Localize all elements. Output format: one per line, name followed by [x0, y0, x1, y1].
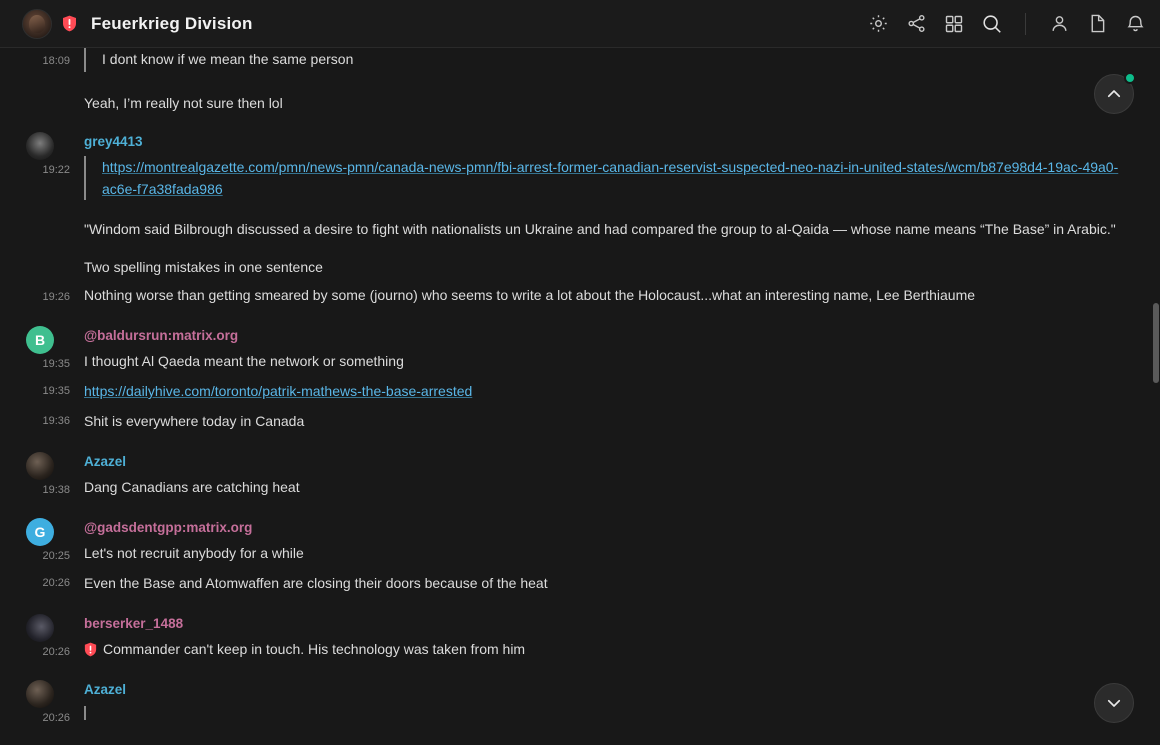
event-gutter [0, 452, 84, 498]
people-icon[interactable] [1048, 13, 1070, 35]
unread-badge [1124, 72, 1136, 84]
message-text: Two spelling mistakes in one sentence [84, 259, 323, 275]
timeline-event [0, 218, 1160, 240]
event-gutter [0, 132, 84, 202]
share-icon[interactable] [905, 13, 927, 35]
sender-name[interactable]: @gadsdentgpp:matrix.org [84, 520, 253, 535]
message-link[interactable]: https://dailyhive.com/toronto/patrik-mathews-the-base-arrested [84, 383, 473, 399]
timestamp: 19:26 [42, 291, 70, 303]
header-actions [867, 13, 1146, 35]
timeline-event [0, 256, 1160, 278]
shield-alert-icon [84, 642, 97, 657]
event-body [84, 92, 1130, 114]
event-gutter [0, 380, 84, 402]
timestamp: 18:09 [42, 55, 70, 67]
notifications-icon[interactable] [1124, 13, 1146, 35]
event-body [84, 680, 1130, 722]
apps-grid-icon[interactable] [943, 13, 965, 35]
quoted-text [84, 706, 1130, 720]
timestamp: 20:26 [42, 646, 70, 658]
timeline-scrollbar[interactable] [1152, 48, 1160, 745]
event-body [84, 326, 1130, 372]
message-timeline[interactable] [0, 48, 1160, 745]
message-link[interactable]: https://montrealgazette.com/pmn/news-pmn/canada-news-pmn/fbi-arrest-former-canadian-reservist-suspected-neo-nazi-in-united-states/wcm/b87e98d4-19ac-49a0-ac6e-f7a38fada986 [102, 159, 1119, 197]
jump-to-unread-button[interactable] [1094, 74, 1134, 114]
timestamp: 20:26 [42, 712, 70, 724]
event-body [84, 410, 1130, 432]
event-body [84, 572, 1130, 594]
shield-alert-icon [62, 15, 77, 32]
sender-name[interactable]: berserker_1488 [84, 616, 184, 631]
timestamp: 19:36 [42, 415, 70, 427]
timeline-event [0, 614, 1160, 660]
timeline-event [0, 380, 1160, 402]
timeline-event [0, 132, 1160, 202]
header-divider [1025, 13, 1026, 35]
timestamp: 19:35 [42, 358, 70, 370]
timestamp: 20:25 [42, 550, 70, 562]
message-text: "Windom said Bilbrough discussed a desire to fight with nationalists un Ukraine and had compared the group to al-Qaida — whose name means “The Base” in Arabic." [84, 221, 1116, 237]
event-body [84, 380, 1130, 402]
sender-name[interactable]: Azazel [84, 454, 127, 469]
quoted-text: I dont know if we mean the same person [84, 48, 1130, 72]
event-gutter [0, 410, 84, 432]
jump-to-bottom-button[interactable] [1094, 683, 1134, 723]
quoted-link [84, 156, 1130, 200]
event-body [84, 48, 1130, 74]
message-text: Nothing worse than getting smeared by some (journo) who seems to write a lot about the Holocaust...what an interesting name, Lee Berthiaume [84, 287, 976, 303]
timeline-event [0, 572, 1160, 594]
event-gutter [0, 614, 84, 660]
event-gutter [0, 48, 84, 74]
event-body [84, 518, 1130, 564]
message-text-row [84, 638, 1130, 660]
event-body [84, 218, 1130, 240]
message-text: Let's not recruit anybody for a while [84, 545, 304, 561]
scrollbar-thumb[interactable] [1153, 303, 1159, 383]
event-body [84, 284, 1130, 306]
event-gutter [0, 92, 84, 114]
event-body [84, 256, 1130, 278]
event-body [84, 132, 1130, 202]
timeline-event [0, 518, 1160, 564]
event-gutter [0, 218, 84, 240]
sender-name[interactable]: @baldursrun:matrix.org [84, 328, 239, 343]
event-gutter [0, 284, 84, 306]
files-icon[interactable] [1086, 13, 1108, 35]
event-gutter [0, 518, 84, 564]
event-gutter [0, 680, 84, 722]
avatar[interactable] [26, 452, 54, 480]
event-gutter [0, 326, 84, 372]
settings-icon[interactable] [867, 13, 889, 35]
timeline-event [0, 680, 1160, 722]
timeline-event [0, 48, 1160, 74]
avatar[interactable]: G [26, 518, 54, 546]
event-body [84, 452, 1130, 498]
message-text: Even the Base and Atomwaffen are closing their doors because of the heat [84, 575, 548, 591]
room-header [0, 0, 1160, 48]
message-text: Commander can't keep in touch. His technology was taken from him [103, 641, 526, 657]
event-gutter [0, 256, 84, 278]
timestamp: 19:22 [42, 164, 70, 176]
event-gutter [0, 572, 84, 594]
avatar[interactable]: B [26, 326, 54, 354]
avatar[interactable] [26, 132, 54, 160]
search-icon[interactable] [981, 13, 1003, 35]
timeline-event [0, 452, 1160, 498]
message-text: Shit is everywhere today in Canada [84, 413, 305, 429]
avatar[interactable] [26, 680, 54, 708]
sender-name[interactable]: grey4413 [84, 134, 143, 149]
page-title: Feuerkrieg Division [91, 13, 253, 33]
message-text [84, 380, 1130, 402]
message-text: Yeah, I’m really not sure then lol [84, 95, 283, 111]
timestamp: 19:38 [42, 484, 70, 496]
avatar[interactable] [26, 614, 54, 642]
timestamp: 19:35 [42, 385, 70, 397]
timeline-event [0, 92, 1160, 114]
event-body [84, 614, 1130, 660]
sender-name[interactable]: Azazel [84, 682, 127, 697]
message-text: I thought Al Qaeda meant the network or something [84, 353, 404, 369]
timestamp: 20:26 [42, 577, 70, 589]
room-avatar[interactable] [22, 9, 52, 39]
message-text: Dang Canadians are catching heat [84, 479, 300, 495]
timeline-event [0, 284, 1160, 306]
timeline-event [0, 326, 1160, 372]
timeline-event [0, 410, 1160, 432]
